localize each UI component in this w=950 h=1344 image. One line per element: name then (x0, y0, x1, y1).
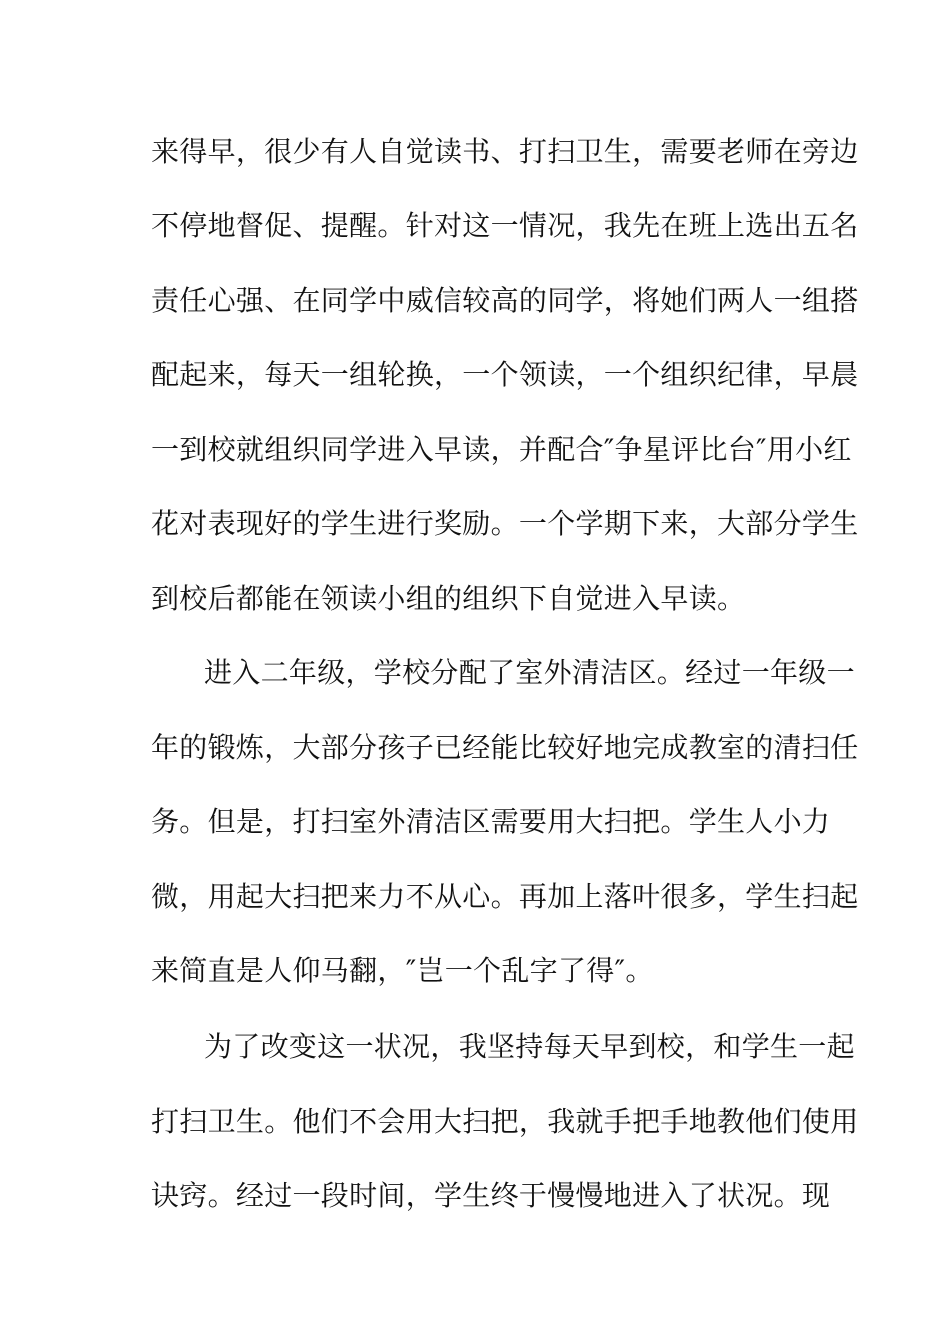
text-line: 微，用起大扫把来力不从心。再加上落叶很多，学生扫起 (151, 880, 859, 913)
text-line: 一到校就组织同学进入早读，并配合″争星评比台″用小红 (151, 433, 852, 466)
text-line: 花对表现好的学生进行奖励。一个学期下来，大部分学生 (151, 507, 859, 540)
paragraph-first-line: 进入二年级，学校分配了室外清洁区。经过一年级一 (204, 656, 855, 689)
text-line: 责任心强、在同学中威信较高的同学，将她们两人一组搭 (151, 284, 859, 317)
text-line: 务。但是，打扫室外清洁区需要用大扫把。学生人小力 (151, 805, 831, 838)
text-line: 不停地督促、提醒。针对这一情况，我先在班上选出五名 (151, 209, 859, 242)
text-line: 来得早，很少有人自觉读书、打扫卫生，需要老师在旁边 (151, 135, 859, 168)
text-line: 到校后都能在领读小组的组织下自觉进入早读。 (151, 582, 746, 615)
text-line: 配起来，每天一组轮换，一个领读，一个组织纪律，早晨 (151, 358, 859, 391)
text-line: 诀窍。经过一段时间，学生终于慢慢地进入了状况。现 (151, 1179, 831, 1212)
text-line: 打扫卫生。他们不会用大扫把，我就手把手地教他们使用 (151, 1105, 859, 1138)
text-line: 来简直是人仰马翻，″岂一个乱字了得″。 (151, 954, 654, 987)
paragraph-first-line: 为了改变这一状况，我坚持每天早到校，和学生一起 (204, 1030, 855, 1063)
text-line: 年的锻炼，大部分孩子已经能比较好地完成教室的清扫任 (151, 731, 859, 764)
